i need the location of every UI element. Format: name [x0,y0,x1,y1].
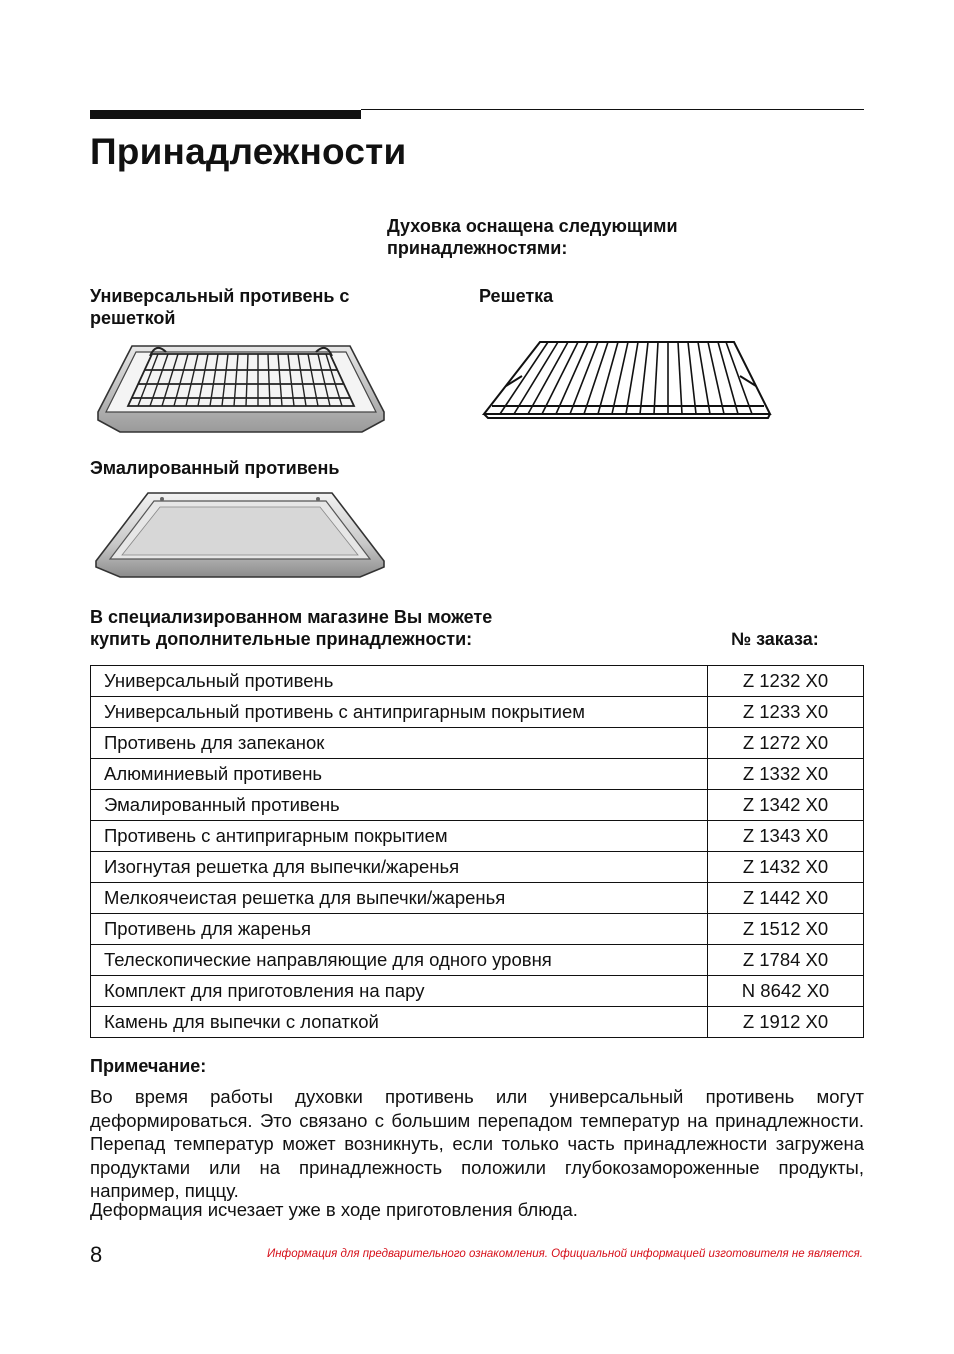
table-row [91,728,864,759]
table-row [91,759,864,790]
accessory-name: Алюминиевый противень [91,759,708,790]
accessory-name: Телескопические направляющие для одного уровня [91,945,708,976]
shop-text-line2: купить дополнительные принадлежности: [90,629,473,649]
order-code: Z 1432 X0 [708,852,864,883]
header-rule-thin [361,109,864,110]
order-code: Z 1232 X0 [708,666,864,697]
order-code: Z 1342 X0 [708,790,864,821]
table-row [91,790,864,821]
shop-text [90,606,630,650]
header-rule-thick [90,110,361,119]
order-code: Z 1784 X0 [708,945,864,976]
note-paragraph: Во время работы духовки противень или универсальный противень могут деформироваться. Это связано с большим перепадом температур на принадлежности. Перепад температур может возникнуть, если только часть принадлежности загружена продуктами или на принадлежность положили глубокозамороженные продукты, например, пиццу. [90,1086,864,1201]
accessory-name: Противень с антипригарным покрытием [91,821,708,852]
page-title: Принадлежности [90,131,407,172]
wire-rack-label: Решетка [479,286,554,306]
table-row [91,883,864,914]
order-code: Z 1343 X0 [708,821,864,852]
accessory-name: Противень для запеканок [91,728,708,759]
order-number-header: № заказа: [731,629,819,649]
intro-text: Духовка оснащена следующими принадлежностями: [387,216,678,258]
accessory-name: Комплект для приготовления на пару [91,976,708,1007]
table-row [91,821,864,852]
table-row [91,1007,864,1038]
accessory-name: Изогнутая решетка для выпечки/жаренья [91,852,708,883]
accessory-name: Универсальный противень [91,666,708,697]
table-row [91,697,864,728]
wire-rack-illustration [478,336,774,422]
order-code: N 8642 X0 [708,976,864,1007]
accessory-name: Противень для жаренья [91,914,708,945]
table-row [91,852,864,883]
shop-text-line1: В специализированном магазине Вы можете [90,607,493,627]
order-code: Z 1442 X0 [708,883,864,914]
order-code: Z 1332 X0 [708,759,864,790]
table-row [91,914,864,945]
enamel-tray-label: Эмалированный противень [90,458,340,478]
accessory-name: Универсальный противень с антипригарным покрытием [91,697,708,728]
order-code: Z 1512 X0 [708,914,864,945]
accessory-name: Камень для выпечки с лопаткой [91,1007,708,1038]
accessory-name: Мелкоячеистая решетка для выпечки/жаренья [91,883,708,914]
enamel-baking-tray-illustration [92,489,388,581]
note-paragraph-2: Деформация исчезает уже в ходе приготовления блюда. [90,1199,578,1220]
order-code: Z 1233 X0 [708,697,864,728]
note-title: Примечание: [90,1056,207,1076]
footer-disclaimer: Информация для предварительного ознакомления. Официальной информацией изготовителя не является. [266,1248,863,1260]
order-code: Z 1912 X0 [708,1007,864,1038]
page-number: 8 [90,1242,103,1267]
accessories-table [90,665,864,1038]
accessory-name: Эмалированный противень [91,790,708,821]
table-row [91,976,864,1007]
table-row [91,666,864,697]
universal-pan-with-rack-illustration [92,334,390,436]
order-code: Z 1272 X0 [708,728,864,759]
table-row [91,945,864,976]
universal-pan-label: Универсальный противень с решеткой [90,286,350,328]
